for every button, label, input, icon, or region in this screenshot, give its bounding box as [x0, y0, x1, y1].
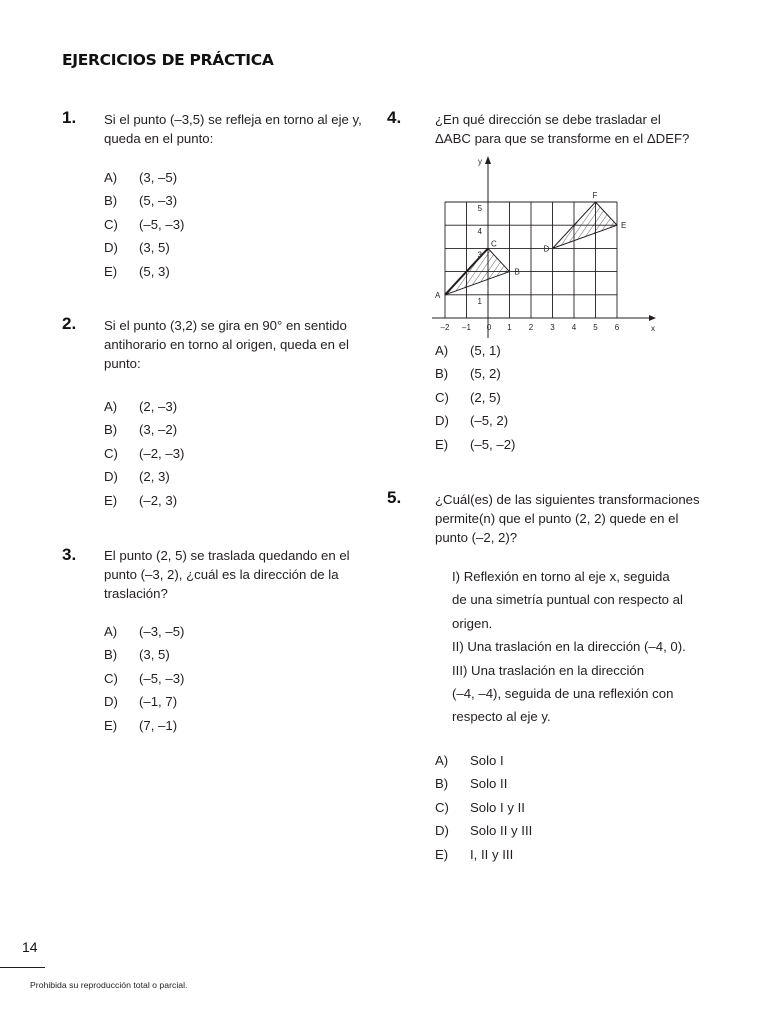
point-label-d: D [543, 244, 550, 254]
option-b[interactable]: B) Solo II [435, 776, 508, 792]
question-3-options [104, 624, 184, 741]
x-tick-label: 4 [571, 323, 577, 332]
option-d[interactable]: D) (–1, 7) [104, 694, 178, 710]
statement-line: (–4, –4), seguida de una reflexión con [452, 686, 674, 702]
option-e[interactable]: E) (5, 3) [104, 263, 170, 279]
question-text-line: Si el punto (3,2) se gira en 90° en sentido [104, 318, 347, 333]
y-tick-label: 3 [477, 250, 482, 260]
question-5-number: 5. [387, 488, 402, 507]
x-axis-label: x [651, 324, 655, 333]
x-tick-label: –1 [462, 323, 471, 332]
footer-notice: Prohibida su reproducción total o parcial. [30, 980, 188, 990]
coordinate-graph [420, 150, 670, 340]
statement-line: III) Una traslación en la dirección [452, 662, 645, 678]
question-1-options [104, 170, 184, 287]
option-d[interactable]: D) (2, 3) [104, 469, 170, 485]
question-text-line: ¿Cuál(es) de las siguientes transformaciones [435, 492, 700, 507]
x-tick-label: 6 [614, 323, 620, 332]
point-label-a: A [435, 290, 441, 300]
x-tick-label: 0 [486, 323, 492, 332]
y-axis-arrow [485, 156, 491, 164]
question-1-number: 1. [62, 108, 77, 127]
question-5-statements [452, 565, 686, 729]
option-e[interactable]: E) (–2, 3) [104, 492, 178, 508]
question-4-number: 4. [387, 108, 402, 127]
option-c[interactable]: C) (2, 5) [435, 389, 501, 405]
question-2-number: 2. [62, 314, 77, 333]
x-tick-labels [441, 323, 620, 332]
page-number: 14 [22, 939, 38, 955]
y-axis-label: y [478, 157, 482, 166]
question-text-line: traslación? [104, 586, 168, 601]
question-1-text [104, 110, 375, 148]
question-text-line: punto (–2, 2)? [435, 530, 518, 545]
question-text-line: El punto (2, 5) se traslada quedando en el [104, 548, 350, 563]
x-axis-arrow [649, 315, 656, 321]
point-label-b: B [514, 267, 520, 277]
question-4-text [435, 110, 706, 148]
x-tick-label: –2 [440, 323, 450, 332]
question-text-line: ¿En qué dirección se debe trasladar el [435, 112, 661, 127]
option-a[interactable]: A) Solo I [435, 753, 504, 768]
option-c[interactable]: C) (–2, –3) [104, 445, 185, 461]
option-e[interactable]: E) I, II y III [435, 846, 514, 862]
question-text-line: punto (–3, 2), ¿cuál es la dirección de la [104, 567, 339, 582]
statement-line: de una simetría puntual con respecto al [452, 592, 683, 608]
point-label-f: F [592, 191, 598, 200]
statement-line: origen. [452, 615, 493, 631]
question-3-text [104, 546, 375, 603]
question-5-text [435, 490, 706, 547]
question-text-line: Si el punto (–3,5) se refleja en torno al eje y, [104, 112, 362, 127]
question-3-number: 3. [62, 545, 77, 564]
x-tick-label: 3 [550, 323, 555, 332]
question-text-line: punto: [104, 356, 141, 371]
option-d[interactable]: D) (–5, 2) [435, 413, 509, 429]
option-b[interactable]: B) (3, –2) [104, 422, 178, 438]
y-tick-label: 1 [477, 296, 482, 306]
statement-line: respecto al eje y. [452, 709, 551, 725]
question-4-options [435, 343, 515, 460]
option-d[interactable]: D) (3, 5) [104, 240, 170, 256]
point-label-c: C [491, 239, 497, 249]
page-title: EJERCICIOS DE PRÁCTICA [62, 51, 274, 69]
option-c[interactable]: C) (–5, –3) [104, 216, 185, 232]
y-tick-label: 5 [477, 204, 482, 213]
option-c[interactable]: C) Solo I y II [435, 799, 525, 815]
statement-line: II) Una traslación en la dirección (–4, 0). [452, 639, 686, 655]
option-e[interactable]: E) (7, –1) [104, 717, 178, 733]
option-a[interactable]: A) (3, –5) [104, 170, 178, 185]
option-e[interactable]: E) (–5, –2) [435, 436, 516, 452]
question-text-line: queda en el punto: [104, 131, 214, 146]
statement-line: I) Reflexión en torno al eje x, seguida [452, 569, 670, 584]
question-5-options [435, 753, 532, 870]
footer-rule [0, 967, 45, 968]
x-tick-label: 5 [593, 323, 598, 332]
question-text-line: antihorario en torno al origen, queda en el [104, 337, 349, 352]
question-text-line: permite(n) que el punto (2, 2) quede en el [435, 511, 679, 526]
x-tick-label: 1 [507, 323, 512, 332]
option-d[interactable]: D) Solo II y III [435, 823, 533, 839]
option-b[interactable]: B) (5, 2) [435, 366, 501, 382]
option-a[interactable]: A) (2, –3) [104, 399, 178, 414]
question-text-line: ΔABC para que se transforme en el ΔDEF? [435, 131, 690, 146]
option-b[interactable]: B) (5, –3) [104, 193, 178, 209]
point-label-e: E [621, 221, 627, 231]
y-tick-labels [478, 204, 483, 306]
question-2-options [104, 399, 184, 516]
x-tick-label: 2 [528, 323, 534, 332]
option-a[interactable]: A) (5, 1) [435, 343, 501, 358]
option-c[interactable]: C) (–5, –3) [104, 670, 185, 686]
y-tick-label: 4 [477, 227, 482, 237]
option-a[interactable]: A) (–3, –5) [104, 624, 185, 639]
option-b[interactable]: B) (3, 5) [104, 647, 170, 663]
question-2-text [104, 316, 375, 373]
